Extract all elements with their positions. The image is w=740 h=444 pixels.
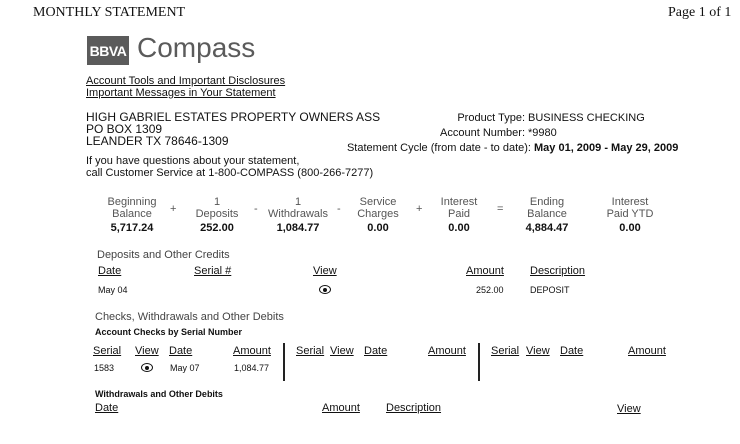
address-line-2: PO BOX 1309: [86, 122, 163, 136]
checks-col-amount: Amount: [628, 345, 666, 357]
summary-value-beginning-balance: 5,717.24: [110, 222, 154, 234]
checks-col-serial: Serial: [93, 345, 122, 357]
check-row-date: May 07: [170, 363, 200, 373]
checks-col-serial: Serial: [296, 345, 325, 357]
check-row-serial: 1583: [94, 363, 115, 373]
summary-header-interest-paid: Interest Paid: [440, 196, 478, 220]
account-number-label: Account Number:: [440, 127, 525, 139]
document-title: MONTHLY STATEMENT: [33, 5, 186, 20]
checks-col-serial: Serial: [491, 345, 520, 357]
product-type-label: Product Type:: [457, 112, 525, 124]
questions-line-1: If you have questions about your statement,: [86, 155, 300, 167]
customer-service-line: call Customer Service at 1-800-COMPASS (800-266-7277): [86, 167, 374, 179]
deposit-row-amount: 252.00: [476, 285, 504, 295]
view-eye-icon[interactable]: [319, 285, 331, 294]
bank-logo-mark: BBVA: [87, 36, 129, 65]
checks-col-date: Date: [169, 345, 193, 357]
summary-value-ending-balance: 4,884.47: [525, 222, 569, 234]
column-divider: [478, 343, 480, 381]
statement-cycle-value: May 01, 2009 - May 29, 2009: [534, 142, 679, 154]
withdrawals-col-date: Date: [95, 402, 119, 414]
account-number-value: *9980: [528, 127, 557, 139]
debits-section-title: Checks, Withdrawals and Other Debits: [95, 311, 284, 323]
deposit-row-date: May 04: [98, 285, 128, 295]
checks-col-date: Date: [560, 345, 584, 357]
summary-value-deposits: 252.00: [200, 222, 234, 234]
deposit-row-description: DEPOSIT: [530, 285, 570, 295]
account-tools-link[interactable]: Account Tools and Important Disclosures: [86, 75, 286, 87]
summary-operator: +: [416, 203, 423, 215]
checks-subtitle: Account Checks by Serial Number: [95, 327, 243, 337]
summary-operator: +: [170, 203, 177, 215]
important-messages-link[interactable]: Important Messages in Your Statement: [86, 87, 276, 99]
summary-operator: =: [497, 203, 504, 215]
checks-col-date: Date: [364, 345, 388, 357]
summary-value-interest-paid: 0.00: [448, 222, 470, 234]
column-divider: [283, 343, 285, 381]
summary-value-interest-paid-ytd: 0.00: [619, 222, 641, 234]
summary-operator: -: [254, 203, 258, 215]
summary-header-beginning-balance: Beginning Balance: [107, 196, 157, 220]
product-type-value: BUSINESS CHECKING: [528, 112, 645, 124]
summary-value-service-charges: 0.00: [367, 222, 389, 234]
withdrawals-subtitle: Withdrawals and Other Debits: [95, 389, 223, 399]
withdrawals-col-amount: Amount: [322, 402, 360, 414]
deposits-col-amount: Amount: [466, 265, 504, 277]
bank-logo-name: Compass: [137, 32, 256, 63]
checks-col-view: View: [135, 345, 159, 357]
deposits-col-date: Date: [98, 265, 122, 277]
summary-header-ending-balance: Ending Balance: [527, 196, 567, 220]
checks-col-view: View: [526, 345, 550, 357]
page-number: Page 1 of 1: [668, 5, 732, 20]
deposits-col-description: Description: [530, 265, 586, 277]
check-row-amount: 1,084.77: [234, 363, 270, 373]
deposits-col-view: View: [313, 265, 337, 277]
deposits-col-serial: Serial #: [194, 265, 232, 277]
address-line-1: HIGH GABRIEL ESTATES PROPERTY OWNERS ASS: [86, 110, 381, 124]
deposits-section-title: Deposits and Other Credits: [97, 249, 230, 261]
withdrawals-col-view: View: [617, 403, 641, 415]
address-line-3: LEANDER TX 78646-1309: [86, 134, 229, 148]
summary-value-withdrawals: 1,084.77: [276, 222, 320, 234]
statement-cycle-label: Statement Cycle (from date - to date):: [346, 142, 531, 154]
checks-col-amount: Amount: [428, 345, 466, 357]
checks-col-amount: Amount: [233, 345, 271, 357]
summary-header-deposits: 1 Deposits: [195, 196, 239, 220]
summary-header-service-charges: Service Charges: [357, 196, 399, 220]
withdrawals-col-description: Description: [386, 402, 442, 414]
summary-header-interest-paid-ytd: Interest Paid YTD: [606, 196, 654, 220]
checks-col-view: View: [330, 345, 354, 357]
view-eye-icon[interactable]: [141, 363, 153, 372]
summary-header-withdrawals: 1 Withdrawals: [268, 196, 328, 220]
summary-operator: -: [337, 203, 341, 215]
